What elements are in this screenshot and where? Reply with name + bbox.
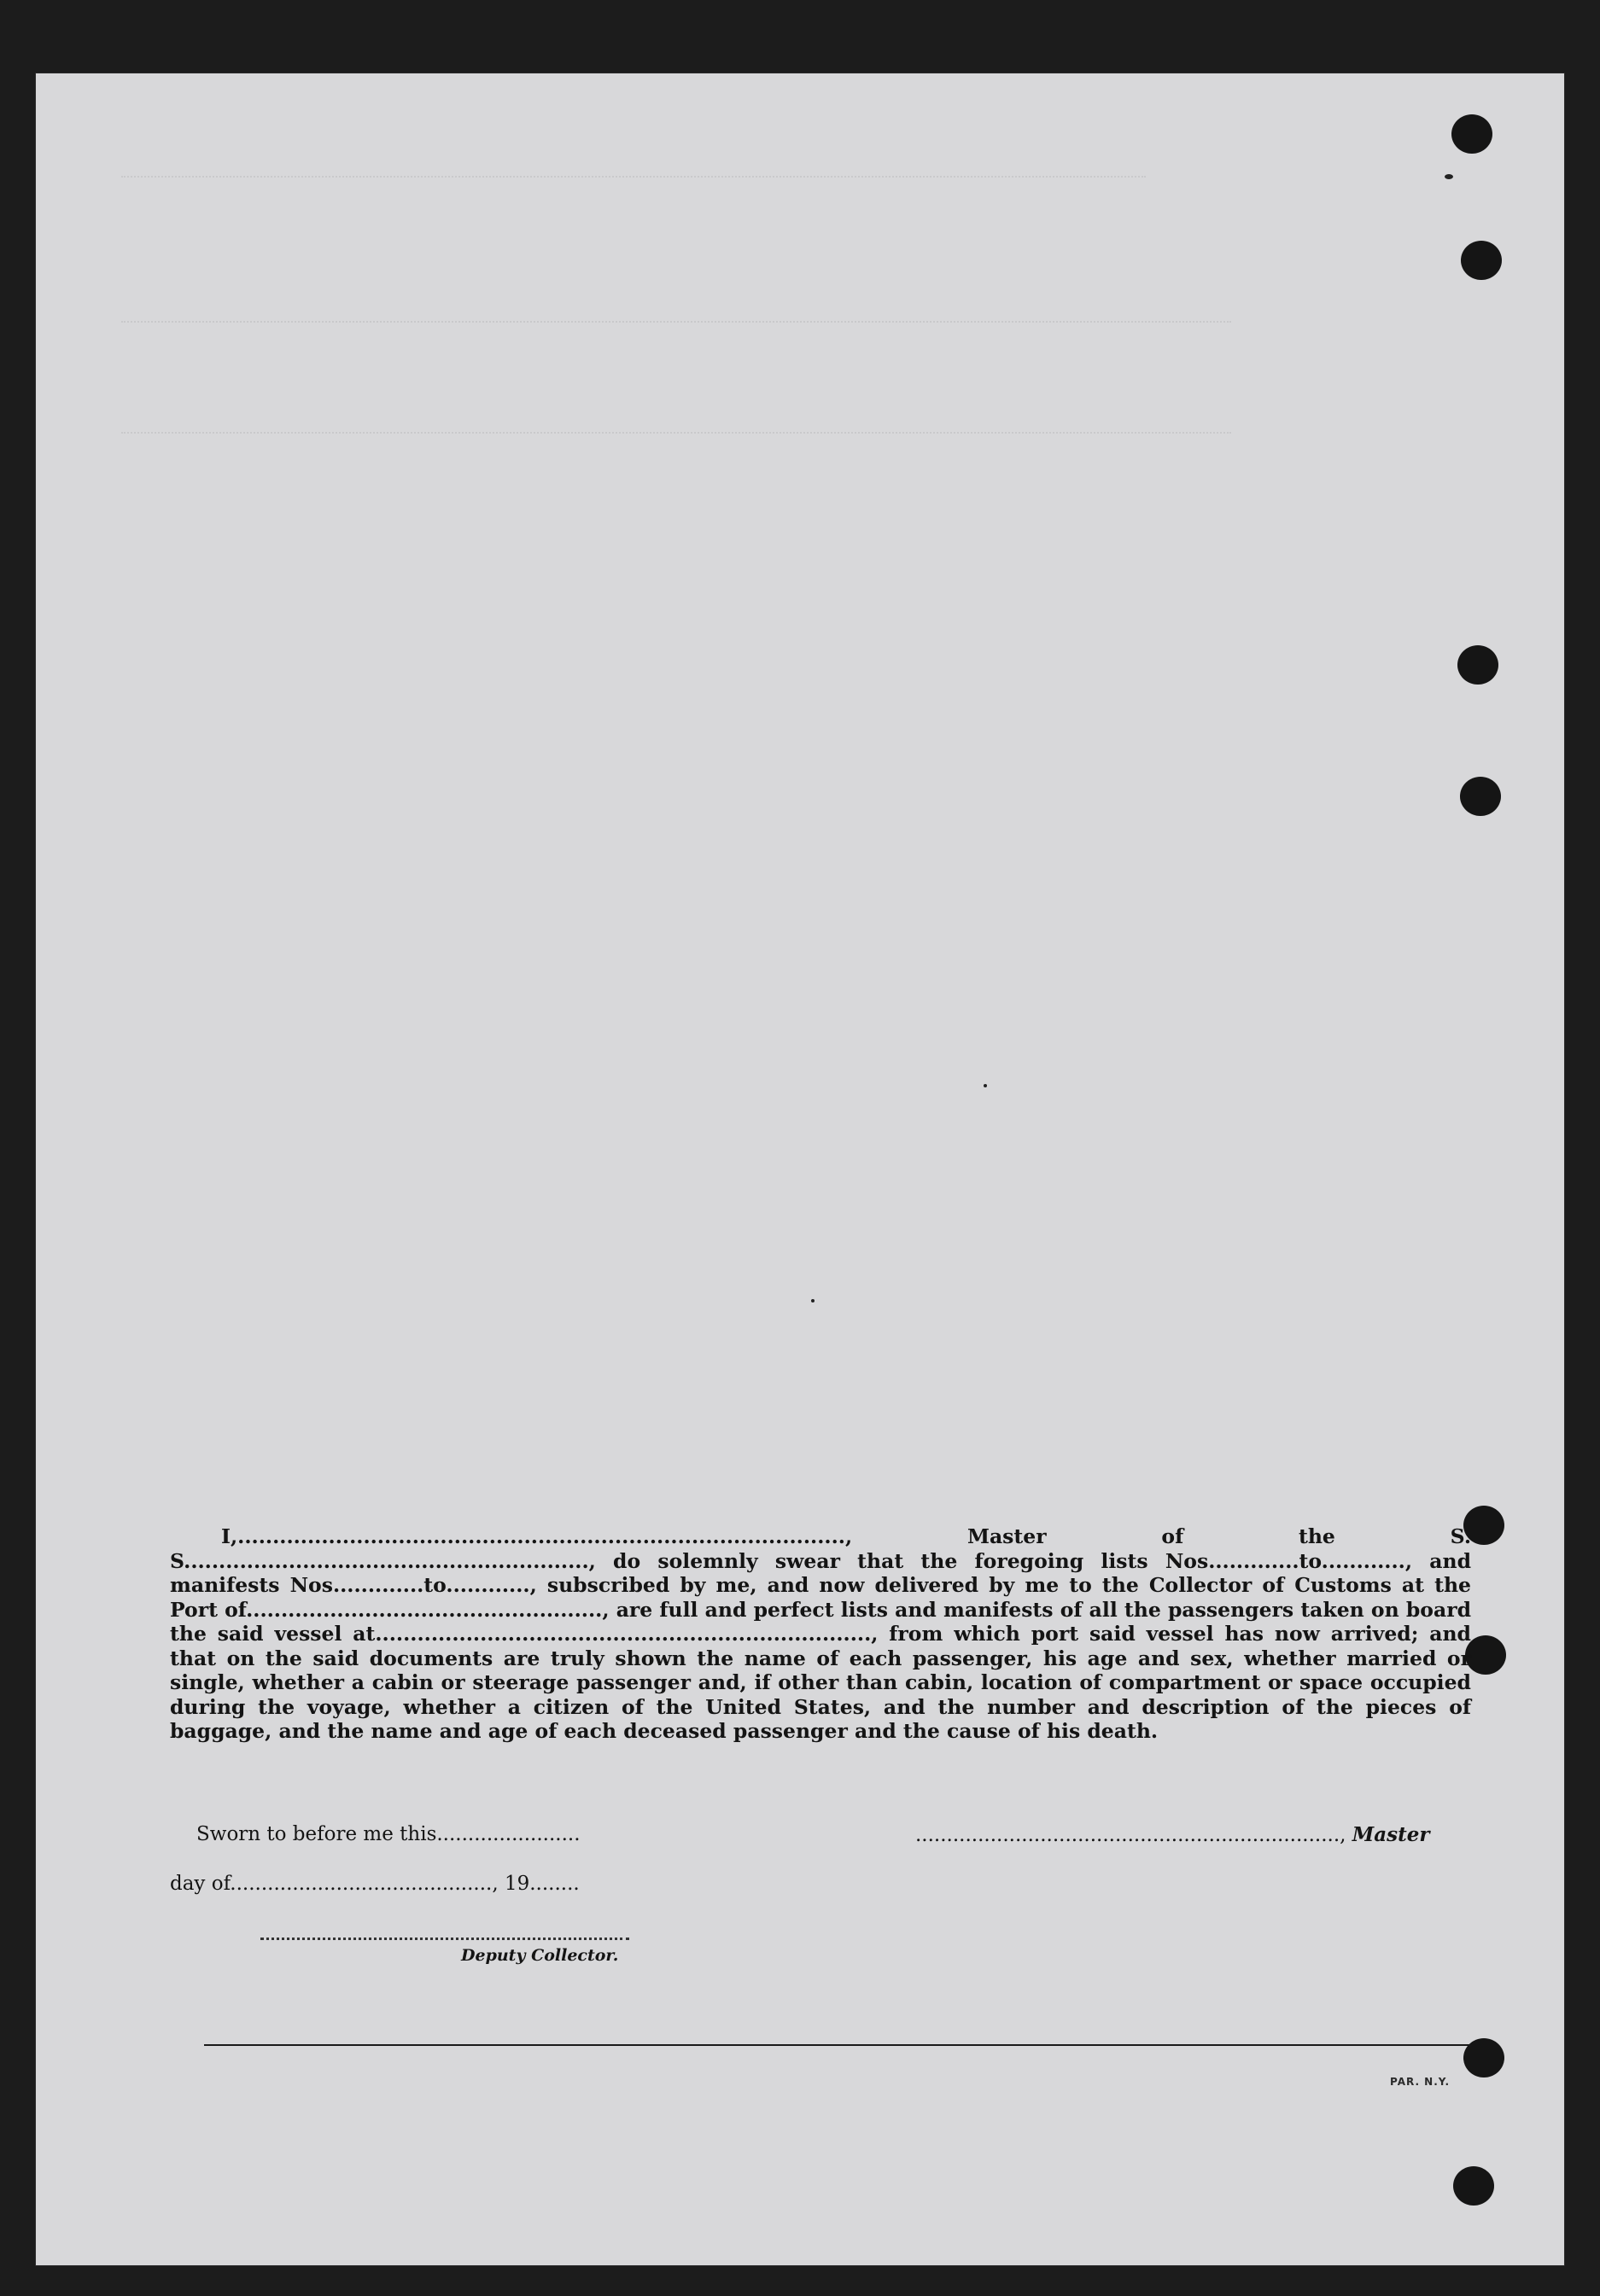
deputy-collector-signature-line xyxy=(260,1938,629,1940)
master-label: Master xyxy=(1352,1823,1430,1846)
form-sheet xyxy=(36,73,1564,2265)
speck xyxy=(811,1299,815,1302)
sworn-text: Sworn to before me this....................... xyxy=(196,1823,581,1845)
punch-hole xyxy=(1457,645,1498,685)
punch-hole xyxy=(1465,1635,1506,1675)
punch-hole xyxy=(1453,2166,1494,2206)
speck xyxy=(1445,174,1453,179)
oath-text: I,......................................................................................., Master of the S. S.........................................................., do solemnly swear that the foregoing lists Nos.............to............, and manifests Nos.............to............, subscribed by me, and now delivered by me to the Collector of Customs at the Port of..................................................., are full and perfect lists and manifests of all the passengers taken on board the said vessel at......................................................................., from which port said vessel has now arrived; and that on the said documents are truly shown the name of each passenger, his age and sex, whether married or single, whether a cabin or steerage passenger and, if other than cabin, location of compartment or space occupied during the voyage, whether a citizen of the United States, and the number and description of the pieces of baggage, and the name and age of each deceased passenger and the cause of his death. xyxy=(170,1524,1472,1743)
bleed-through-line xyxy=(121,176,1146,178)
printer-imprint: PAR. N.Y. xyxy=(1390,2076,1451,2088)
day-line xyxy=(170,1873,580,1895)
punch-hole xyxy=(1461,241,1502,280)
punch-hole xyxy=(1460,777,1501,816)
oath-paragraph xyxy=(170,1524,1471,1744)
punch-hole xyxy=(1451,114,1492,154)
master-signature-line xyxy=(915,1823,1429,1846)
bleed-through-line xyxy=(121,321,1231,323)
sworn-line xyxy=(196,1823,581,1845)
speck xyxy=(984,1084,987,1087)
deputy-collector-label: Deputy Collector. xyxy=(461,1946,619,1965)
bleed-through-line xyxy=(121,432,1231,434)
footer-rule xyxy=(204,2044,1470,2046)
day-text: day of.........................................., 19........ xyxy=(170,1873,580,1895)
master-blank: ...................................................................., xyxy=(915,1824,1352,1846)
